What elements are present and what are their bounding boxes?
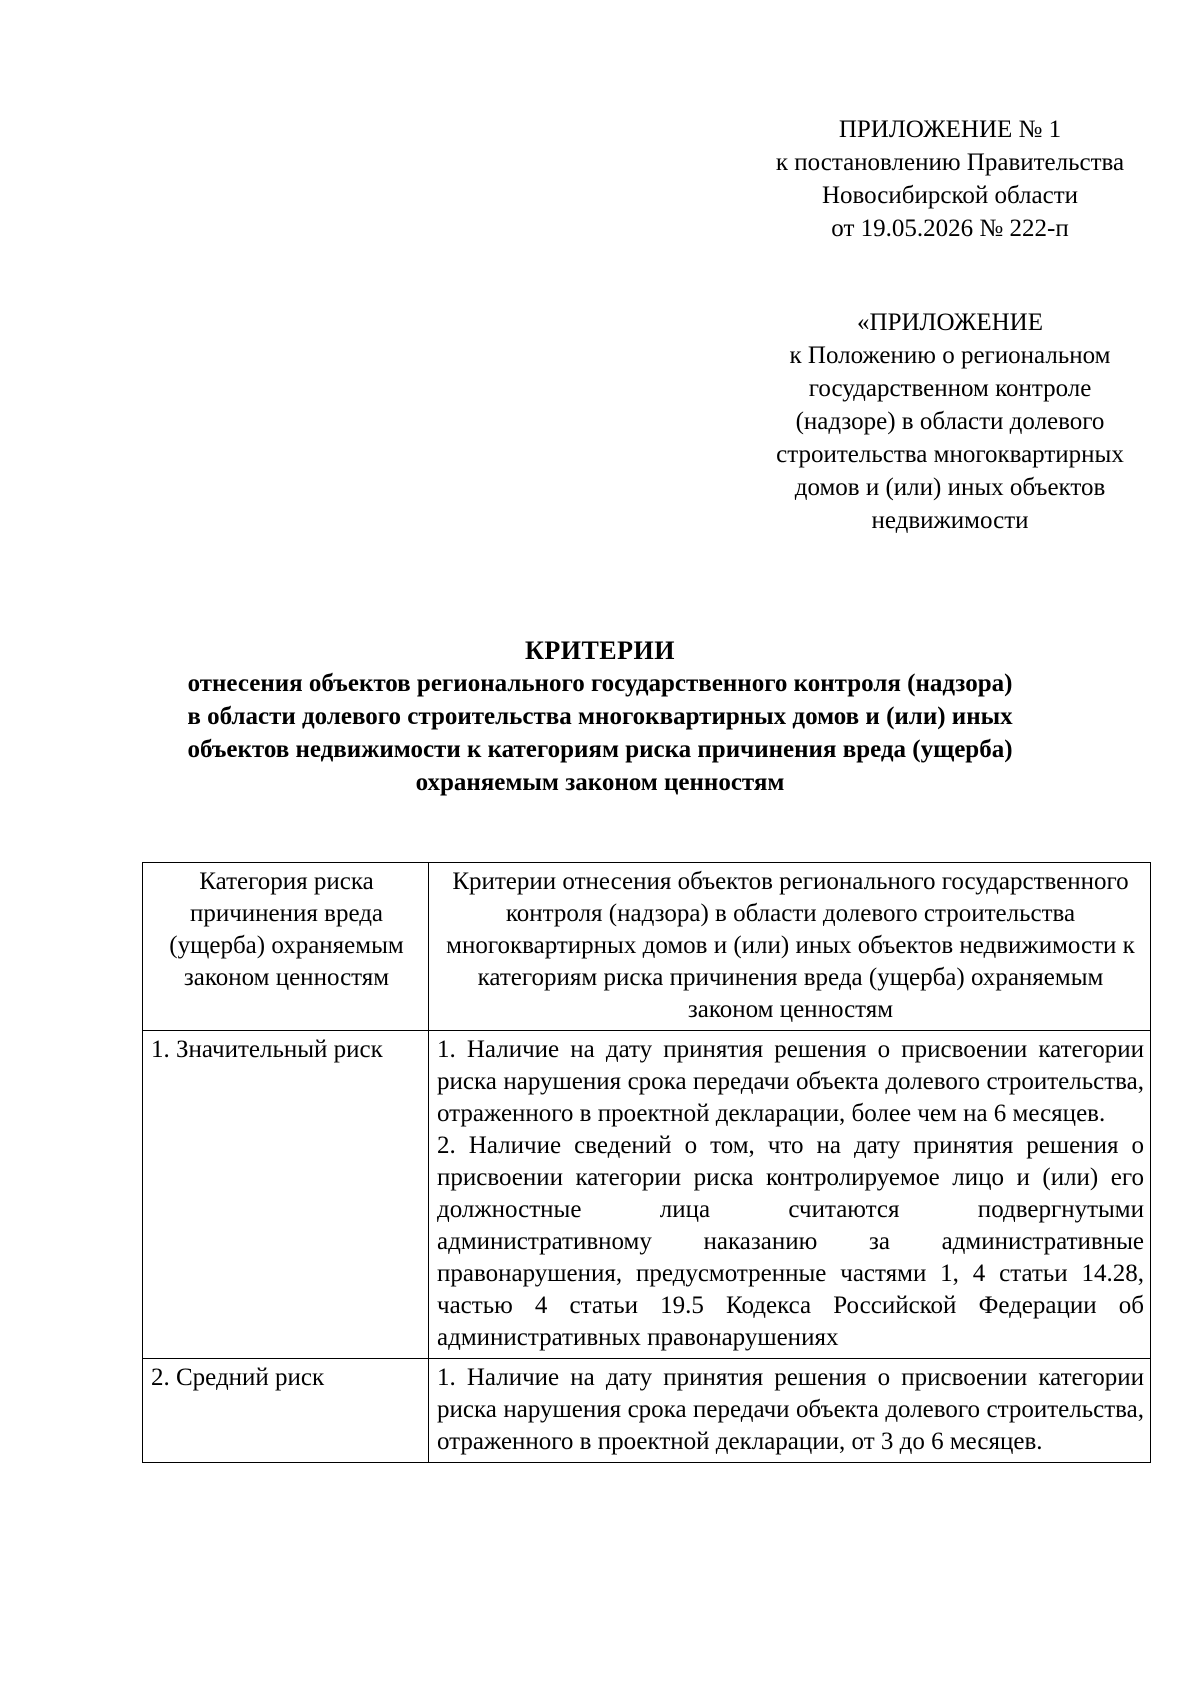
title-subtitle-line: отнесения объектов регионального государственного контроля (надзора)	[187, 670, 1013, 697]
annex-line: Новосибирской области	[821, 182, 1079, 209]
annex-line: от 19.05.2026 № 222-п	[831, 215, 1069, 242]
row-criteria	[429, 1359, 1151, 1463]
annex-header	[740, 113, 1160, 245]
header-criteria: Критерии отнесения объектов регионального государственного контроля (надзора) в области долевого строительства многоквартирных домов и (или) иных объектов недвижимости к категориям риска причинения вреда (ущерба) охраняемым законом ценностям	[429, 863, 1151, 1031]
annex-reg-line: «ПРИЛОЖЕНИЕ	[857, 309, 1043, 336]
criteria-item: 1. Наличие на дату принятия решения о присвоении категории риска нарушения срока передачи объекта долевого строительства, отраженного в проектной декларации, от 3 до 6 месяцев.	[437, 1364, 1144, 1455]
row-criteria	[429, 1031, 1151, 1359]
criteria-table	[142, 862, 1151, 1463]
row-category: 1. Значительный риск	[143, 1031, 429, 1359]
annex-reg-line: (надзоре) в области долевого	[795, 408, 1105, 435]
title-subtitle-line: охраняемым законом ценностям	[415, 769, 785, 796]
criteria-item: 1. Наличие на дату принятия решения о присвоении категории риска нарушения срока передачи объекта долевого строительства, отраженного в проектной декларации, более чем на 6 месяцев.	[437, 1036, 1144, 1127]
annex-reg-line: недвижимости	[871, 507, 1029, 534]
annex-reg-line: домов и (или) иных объектов	[794, 474, 1106, 501]
annex-line: к постановлению Правительства	[775, 149, 1125, 176]
table-header-row	[143, 863, 1151, 1031]
document-title	[140, 634, 1060, 799]
title-subtitle-line: в области долевого строительства многоквартирных домов и (или) иных	[187, 703, 1013, 730]
annex-line: ПРИЛОЖЕНИЕ № 1	[838, 116, 1062, 143]
row-category: 2. Средний риск	[143, 1359, 429, 1463]
annex-reg-line: государственном контроле	[808, 375, 1092, 402]
annex-to-regulation-header	[740, 306, 1160, 537]
header-category: Категория риска причинения вреда (ущерба) охраняемым законом ценностям	[143, 863, 429, 1031]
title-main: КРИТЕРИИ	[525, 636, 675, 665]
criteria-item: 2. Наличие сведений о том, что на дату принятия решения о присвоении категории риска контролируемое лицо и (или) его должностные лица считаются подвергнутыми административному наказанию за административные правонарушения, предусмотренные частями 1, 4 статьи 14.28, частью 4 статьи 19.5 Кодекса Российской Федерации об административных правонарушениях	[437, 1132, 1144, 1351]
table-row	[143, 1031, 1151, 1359]
annex-reg-line: к Положению о региональном	[789, 342, 1111, 369]
annex-reg-line: строительства многоквартирных	[776, 441, 1124, 468]
table-row	[143, 1359, 1151, 1463]
title-subtitle-line: объектов недвижимости к категориям риска причинения вреда (ущерба)	[187, 736, 1013, 763]
